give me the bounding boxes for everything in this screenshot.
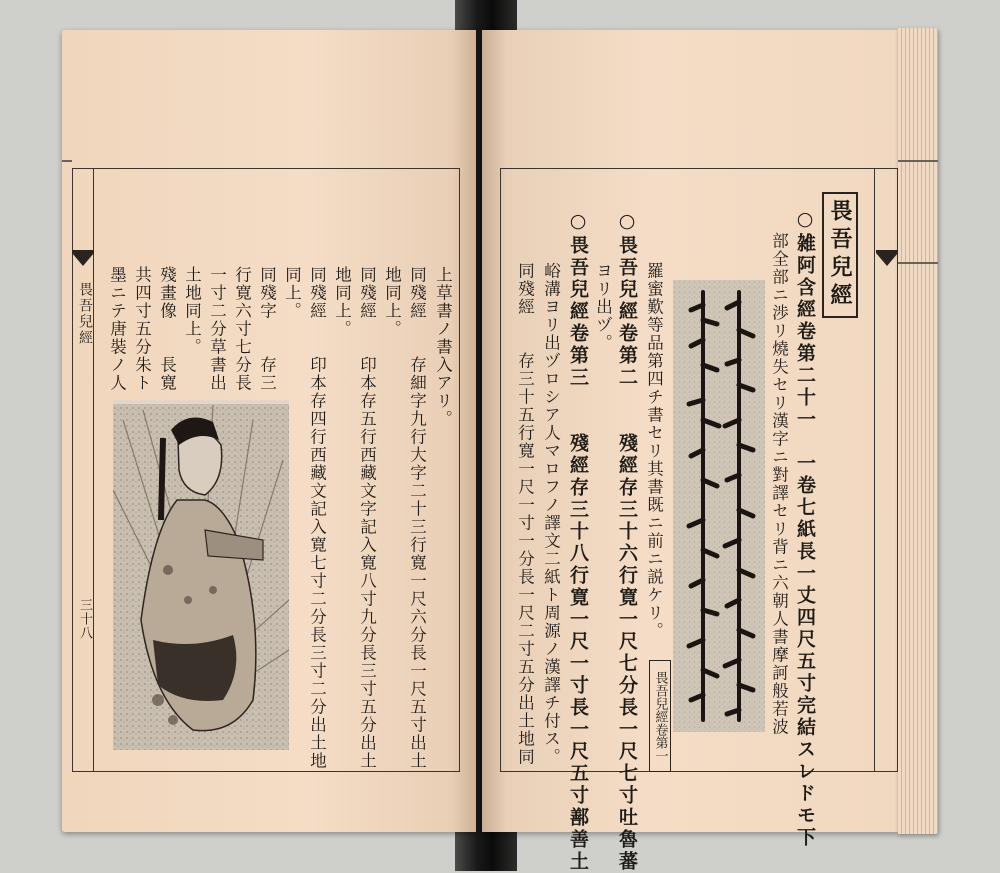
right-text-column-2: 部全部ニ渉リ燒失セリ漢字ニ對譯セリ背ニ六朝人書摩訶般若波	[769, 232, 789, 736]
figure-caption-box	[649, 660, 671, 772]
left-page-number: 三十八	[77, 598, 92, 640]
left-text-column-5: 地同上。	[332, 266, 352, 338]
left-text-column-8: 同殘字 存三	[257, 266, 277, 392]
left-text-column-13: 共四寸五分朱ト	[132, 266, 152, 392]
left-text-column-6: 同殘經 印本存四行西藏文記入寛七寸二分長三寸二分出土地	[307, 266, 327, 770]
painting-fragment-image	[113, 400, 289, 750]
right-text-column-6: ○畏吾兒經卷第三 殘經存三十八行寛一尺一寸長一尺五寸鄯善土	[567, 210, 589, 873]
binding-thread-top	[898, 160, 938, 162]
left-text-column-3: 地同上。	[382, 266, 402, 338]
left-side-title: 畏吾兒經	[77, 282, 93, 346]
right-text-column-7: 峪溝ヨリ出ヅロシア人マロフノ譯文二紙ト周源ノ漢譯チ付ス。	[541, 262, 561, 766]
right-fold-mark	[876, 250, 898, 270]
left-text-column-10: 一寸二分草書出	[207, 266, 227, 392]
left-text-column-1: 上草書ノ書入アリ。	[433, 266, 453, 428]
left-text-column-2: 同殘經 存細字九行大字二十三行寛一尺六分長一尺五寸出土	[407, 266, 427, 770]
binding-thread-left	[62, 160, 72, 162]
binding-thread-middle	[898, 262, 938, 264]
left-text-column-14: 墨ニテ唐裝ノ人	[107, 266, 127, 392]
left-text-column-9: 行寛六寸七分長	[232, 266, 252, 392]
page-edges-stack	[898, 28, 938, 834]
section-title-box	[822, 192, 858, 318]
left-text-column-11: 土地同上。	[182, 266, 202, 356]
right-text-column-3: 羅蜜歎等品第四チ書セリ其書既ニ前ニ説ケリ。	[644, 262, 664, 640]
manuscript-photo	[673, 280, 765, 732]
section-title: 畏吾兒經	[827, 199, 853, 311]
right-text-column-8: 同殘經 存三十五行寛一尺一寸一分長一尺二寸五分出土地同	[515, 262, 535, 766]
left-text-column-12: 殘畫像 長寛	[157, 266, 177, 392]
left-text-column-4: 同殘經 印本存五行西藏文字記入寛八寸九分長三寸五分出土	[357, 266, 377, 770]
right-text-column-4: ○畏吾兒經卷第二 殘經存三十六行寛一尺七分長一尺七寸吐魯蕃	[616, 210, 638, 873]
left-text-column-7: 同上。	[282, 266, 302, 320]
right-text-column-5: ヨリ出ヅ。	[593, 262, 613, 352]
left-fold-mark	[72, 250, 94, 270]
right-text-column-1: ○雑阿含經卷第二十一 一卷七紙長一丈四尺五寸完結スレドモ下	[794, 208, 816, 849]
figure-caption: 畏吾兒經卷第一	[652, 670, 668, 762]
